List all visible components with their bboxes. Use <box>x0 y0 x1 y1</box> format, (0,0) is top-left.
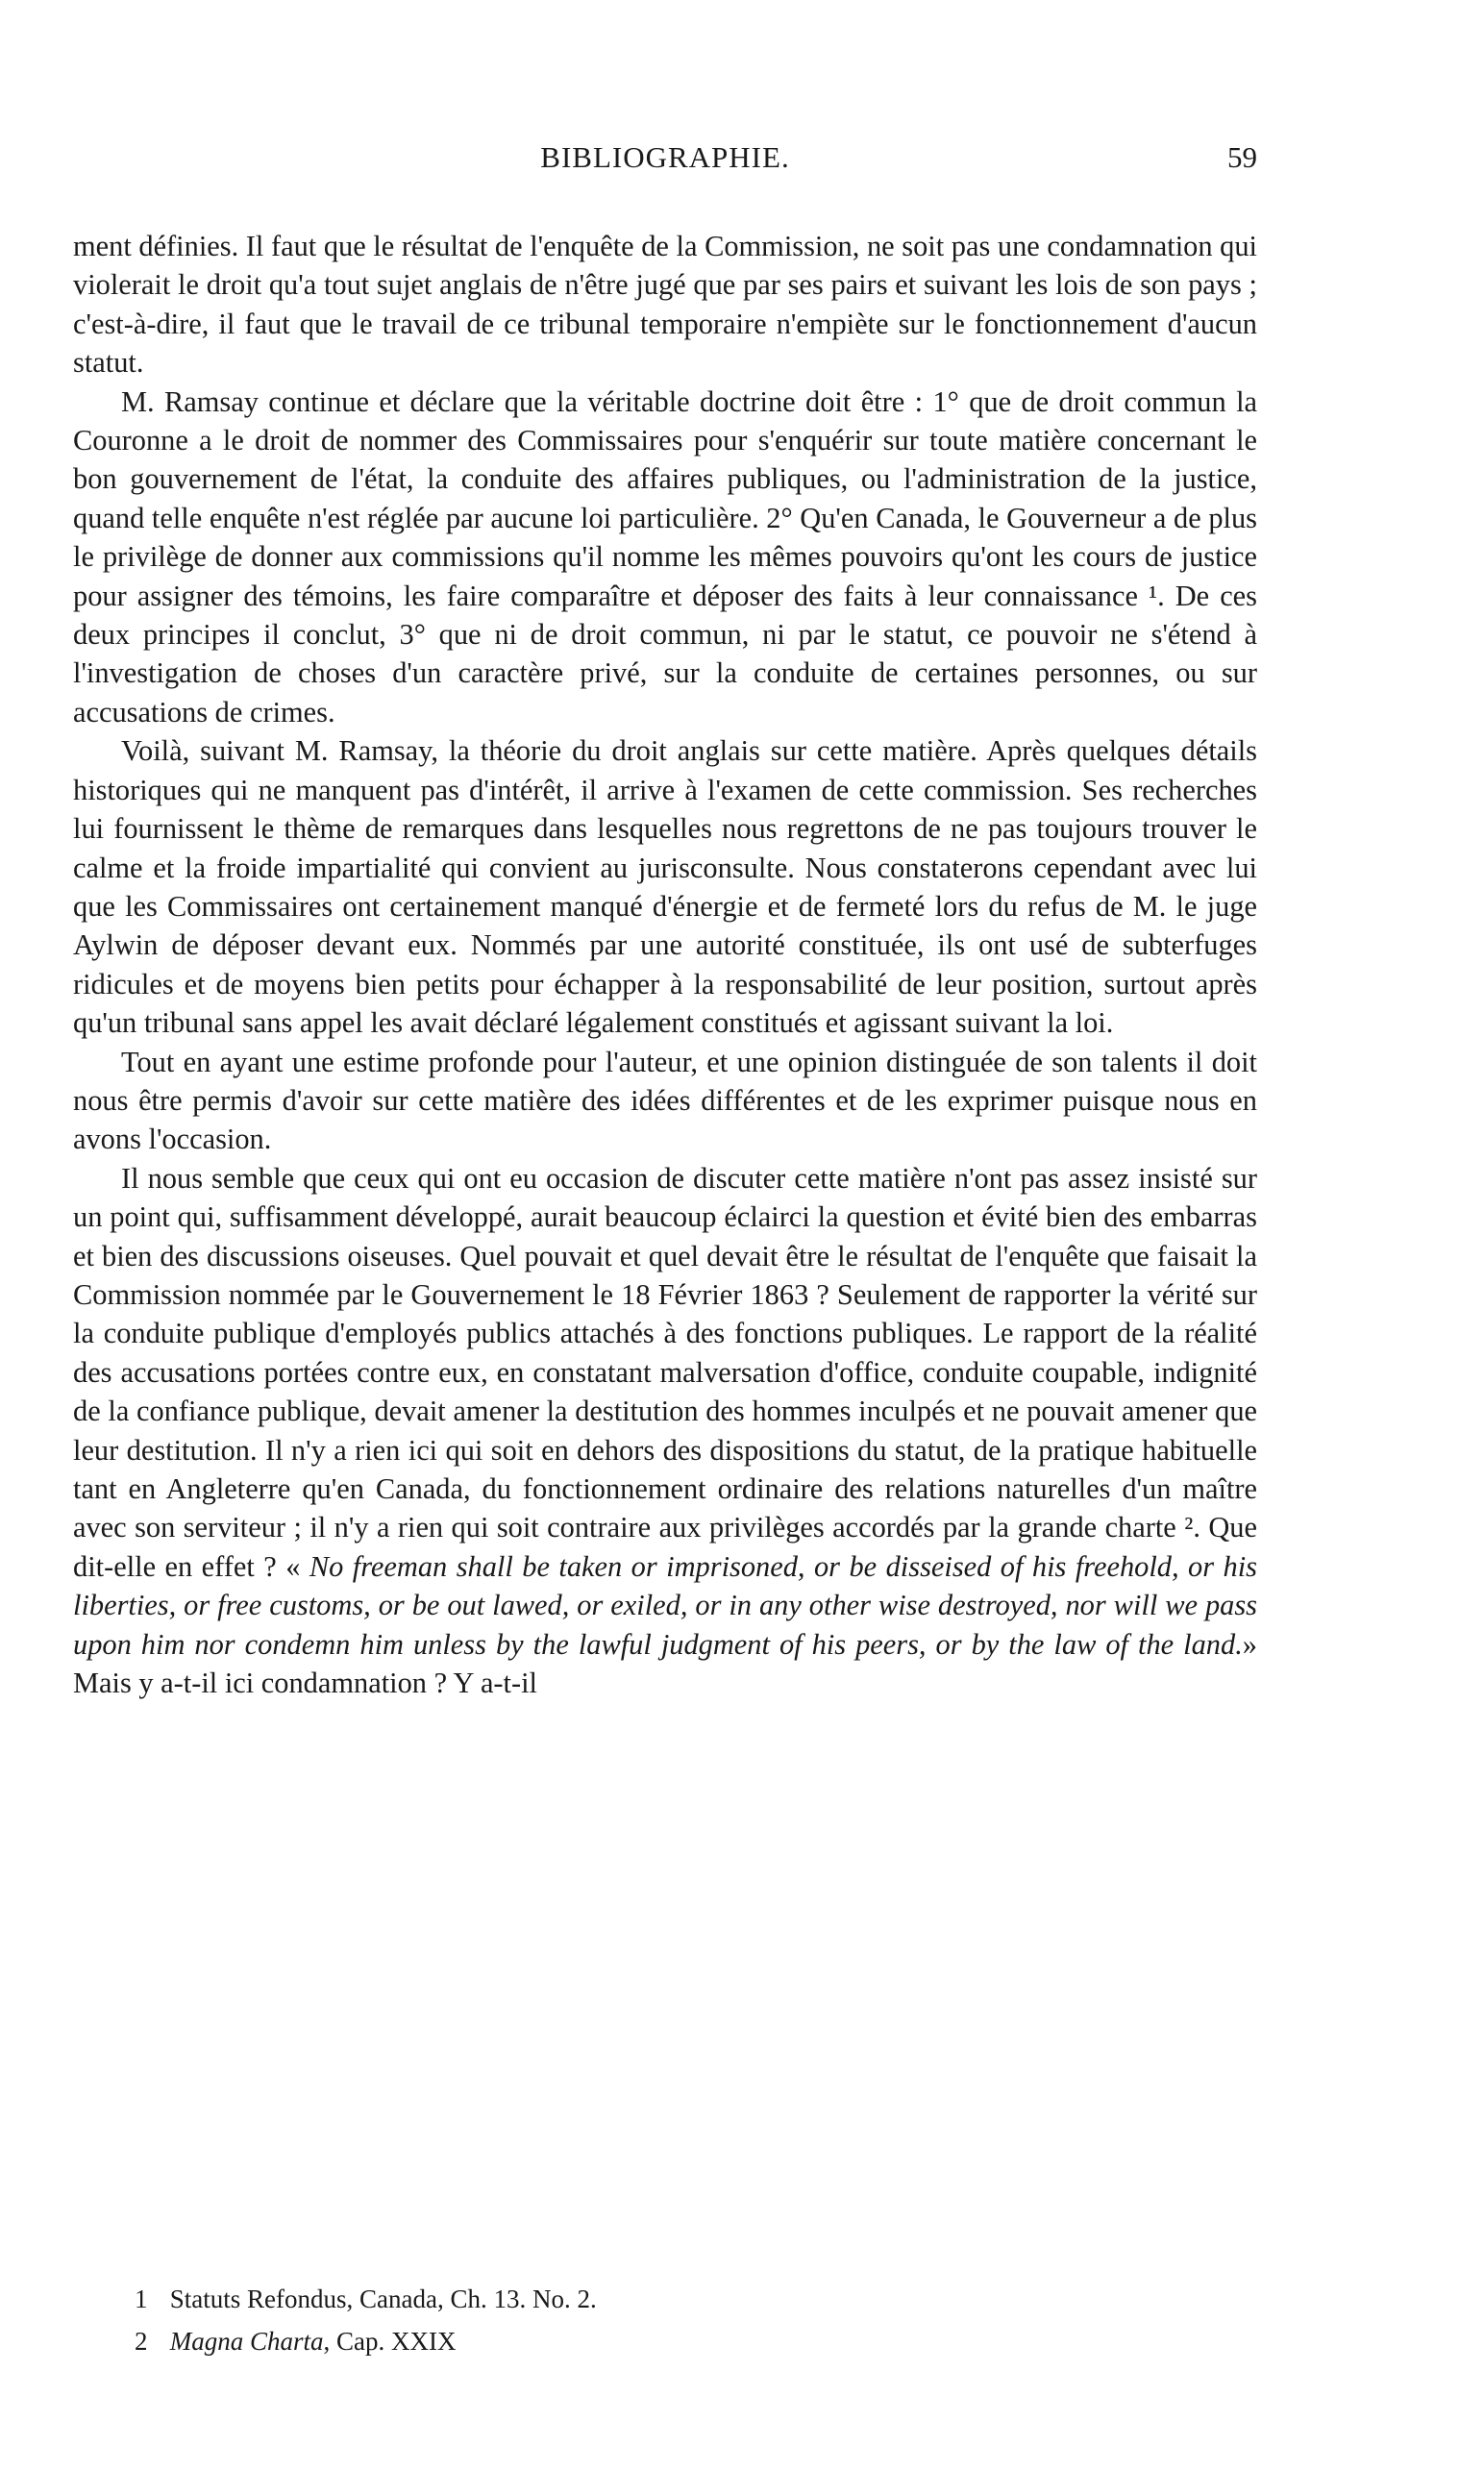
paragraph-5-start: Il nous semble que ceux qui ont eu occasion de discuter cette matière n'ont pas assez insisté sur un point qui, suffisamment développé, aurait beaucoup éclairci la question et évité bien des embarras et bien des discussions oiseuses. Quel pouvait et quel devait être le résultat de l'enquête que faisait la Commission nommée par le Gouvernement le 18 Février 1863 ? Seulement de rapporter la vérité sur la conduite publique d'employés publics attachés à des fonctions publiques. Le rapport de la réalité des accusations portées contre eux, en constatant malversation d'office, conduite coupable, indignité de la confiance publique, devait amener la destitution des hommes inculpés et ne pouvait amener que leur destitution. Il n'y a rien ici qui soit en dehors des dispositions du statut, de la pratique habituelle tant en Angleterre qu'en Canada, du fonctionnement ordinaire des relations naturelles d'un maître avec son serviteur ; il n'y a rien qui soit contraire aux privilèges accordés par la grande charte ². Que dit-elle en effet ? « <box>73 1161 1257 1583</box>
footnote-title: Magna Charta <box>169 2327 324 2356</box>
paragraph-3: Voilà, suivant M. Ramsay, la théorie du droit anglais sur cette matière. Après quelques détails historiques qui ne manquent pas d'intérêt, il arrive à l'examen de cette commission. Ses recherches lui fournissent le thème de remarques dans lesquelles nous regrettons de ne pas toujours trouver le calme et la froide impartialité qui convient au jurisconsulte. Nous constaterons cependant avec lui que les Commissaires ont certainement manqué d'énergie et de fermeté lors du refus de M. le juge Aylwin de déposer devant eux. Nommés par une autorité constituée, ils ont usé de subterfuges ridicules et de moyens bien petits pour échapper à la responsabilité de leur position, surtout après qu'un tribunal sans appel les avait déclaré légalement constitués et agissant suivant la loi. <box>73 734 1257 1040</box>
running-title: BIBLIOGRAPHIE. <box>540 140 790 174</box>
page-header <box>73 140 1257 188</box>
magna-charta-quote: No freeman shall be taken or imprisoned, or be disseised of his freehold, or his liberties, or free customs, or be out lawed, or exiled, or in any other wise destroyed, nor will we pass upon him nor condemn him unless by the lawful judgment of his peers, or by the law of the land. <box>73 1549 1257 1661</box>
page-number: 59 <box>1227 140 1257 174</box>
footnote-text: , Cap. XXIX <box>323 2327 457 2356</box>
footnote-text: Statuts Refondus, Canada, Ch. 13. No. 2. <box>169 2285 597 2313</box>
paragraph-4: Tout en ayant une estime profonde pour l'auteur, et une opinion distinguée de son talents il doit nous être permis d'avoir sur cette matière des idées différentes et de les exprimer puisque nous en avons l'occasion. <box>73 1045 1257 1156</box>
paragraph-5 <box>73 1159 1257 1703</box>
footnote-number: 1 <box>135 2285 148 2313</box>
body-text <box>73 227 1257 1702</box>
footnote-2 <box>135 2320 1192 2362</box>
footnotes <box>135 2278 1192 2362</box>
paragraph-1: ment définies. Il faut que le résultat de l'enquête de la Commission, ne soit pas une condamnation qui violerait le droit qu'a tout sujet anglais de n'être jugé que par ses pairs et suivant les lois de son pays ; c'est-à-dire, il faut que le travail de ce tribunal temporaire n'empiète sur le fonctionnement d'aucun statut. <box>73 230 1257 380</box>
footnote-number: 2 <box>135 2327 148 2356</box>
footnote-1 <box>135 2278 1192 2320</box>
paragraph-5-end: » Mais y a-t-il ici condamnation ? Y a-t-il <box>73 1627 1257 1700</box>
paragraph-2: M. Ramsay continue et déclare que la véritable doctrine doit être : 1° que de droit commun la Couronne a le droit de nommer des Commissaires pour s'enquérir sur toute matière concernant le bon gouvernement de l'état, la conduite des affaires publiques, ou l'administration de la justice, quand telle enquête n'est réglée par aucune loi particulière. 2° Qu'en Canada, le Gouverneur a de plus le privilège de donner aux commissions qu'il nomme les mêmes pouvoirs qu'ont les cours de justice pour assigner des témoins, les faire comparaître et déposer des faits à leur connaissance ¹. De ces deux principes il conclut, 3° que ni de droit commun, ni par le statut, ce pouvoir ne s'étend à l'investigation de choses d'un caractère privé, sur la conduite de certaines personnes, ou sur accusations de crimes. <box>73 384 1257 729</box>
